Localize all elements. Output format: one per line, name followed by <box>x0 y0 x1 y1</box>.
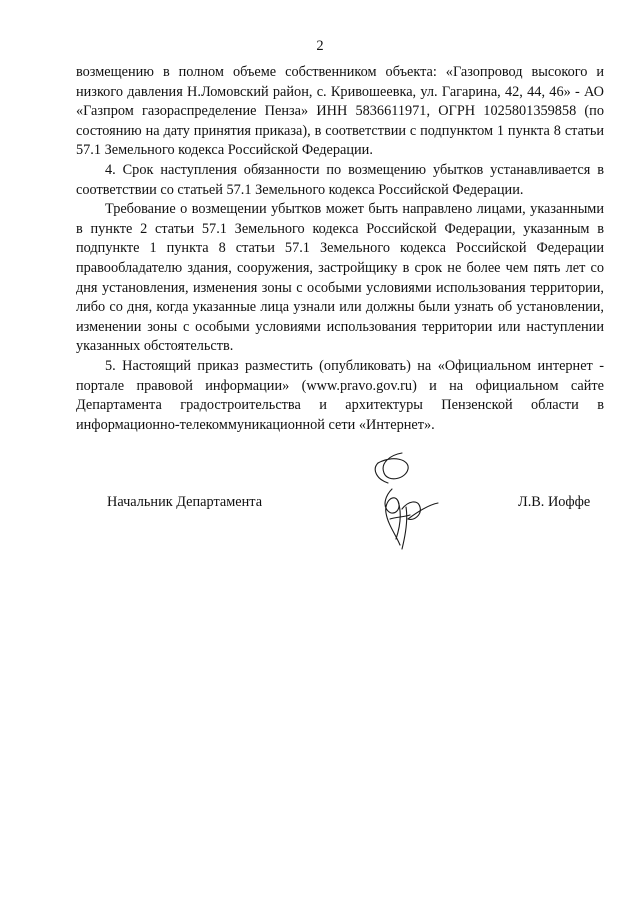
page-number: 2 <box>316 38 324 54</box>
signatory-name: Л.В. Иоффе <box>518 494 591 510</box>
signatory-position: Начальник Департамента <box>107 494 263 510</box>
document-body <box>76 63 604 435</box>
paragraph-item-4: 4. Срок наступления обязанности по возмещению убытков устанавливается в соответствии со статьей 57.1 Земельного кодекса Российской Федерации. <box>76 161 604 198</box>
signature-block <box>0 494 640 516</box>
paragraph-item-5: 5. Настоящий приказ разместить (опубликовать) на «Официальном интернет - портале правовой информации» (www.pravo.gov.ru) и на официальном сайте Департамента градостроительства и архитектуры Пензенской области в информационно-телекоммуникационной сети «Интернет». <box>76 357 604 433</box>
paragraph-continuation: возмещению в полном объеме собственником объекта: «Газопровод высокого и низкого давления Н.Ломовский район, с. Кривошеевка, ул. Гагарина, 42, 44, 46» - АО «Газпром газораспределение Пенза» ИНН 5836611971, ОГРН 1025801359858 (по состоянию на дату принятия приказа), в соответствии с подпунктом 1 пункта 8 статьи 57.1 Земельного кодекса Российской Федерации. <box>76 64 604 159</box>
paragraph-claim-requirement: Требование о возмещении убытков может быть направлено лицами, указанными в пункте 2 статьи 57.1 Земельного кодекса Российской Федерации, указанным в подпункте 1 пункта 8 статьи 57.1 Земельного кодекса Российской Федерации правообладателю здания, сооружения, застройщику в срок не более чем пять лет со дня установления, изменения зоны с особыми условиями использования территории, либо со дня, когда указанные лица узнали или должны были узнать об установлении, изменении зоны с особыми условиями использования территории или наступлении указанных обстоятельств. <box>76 201 604 355</box>
handwritten-signature-icon <box>362 449 442 559</box>
